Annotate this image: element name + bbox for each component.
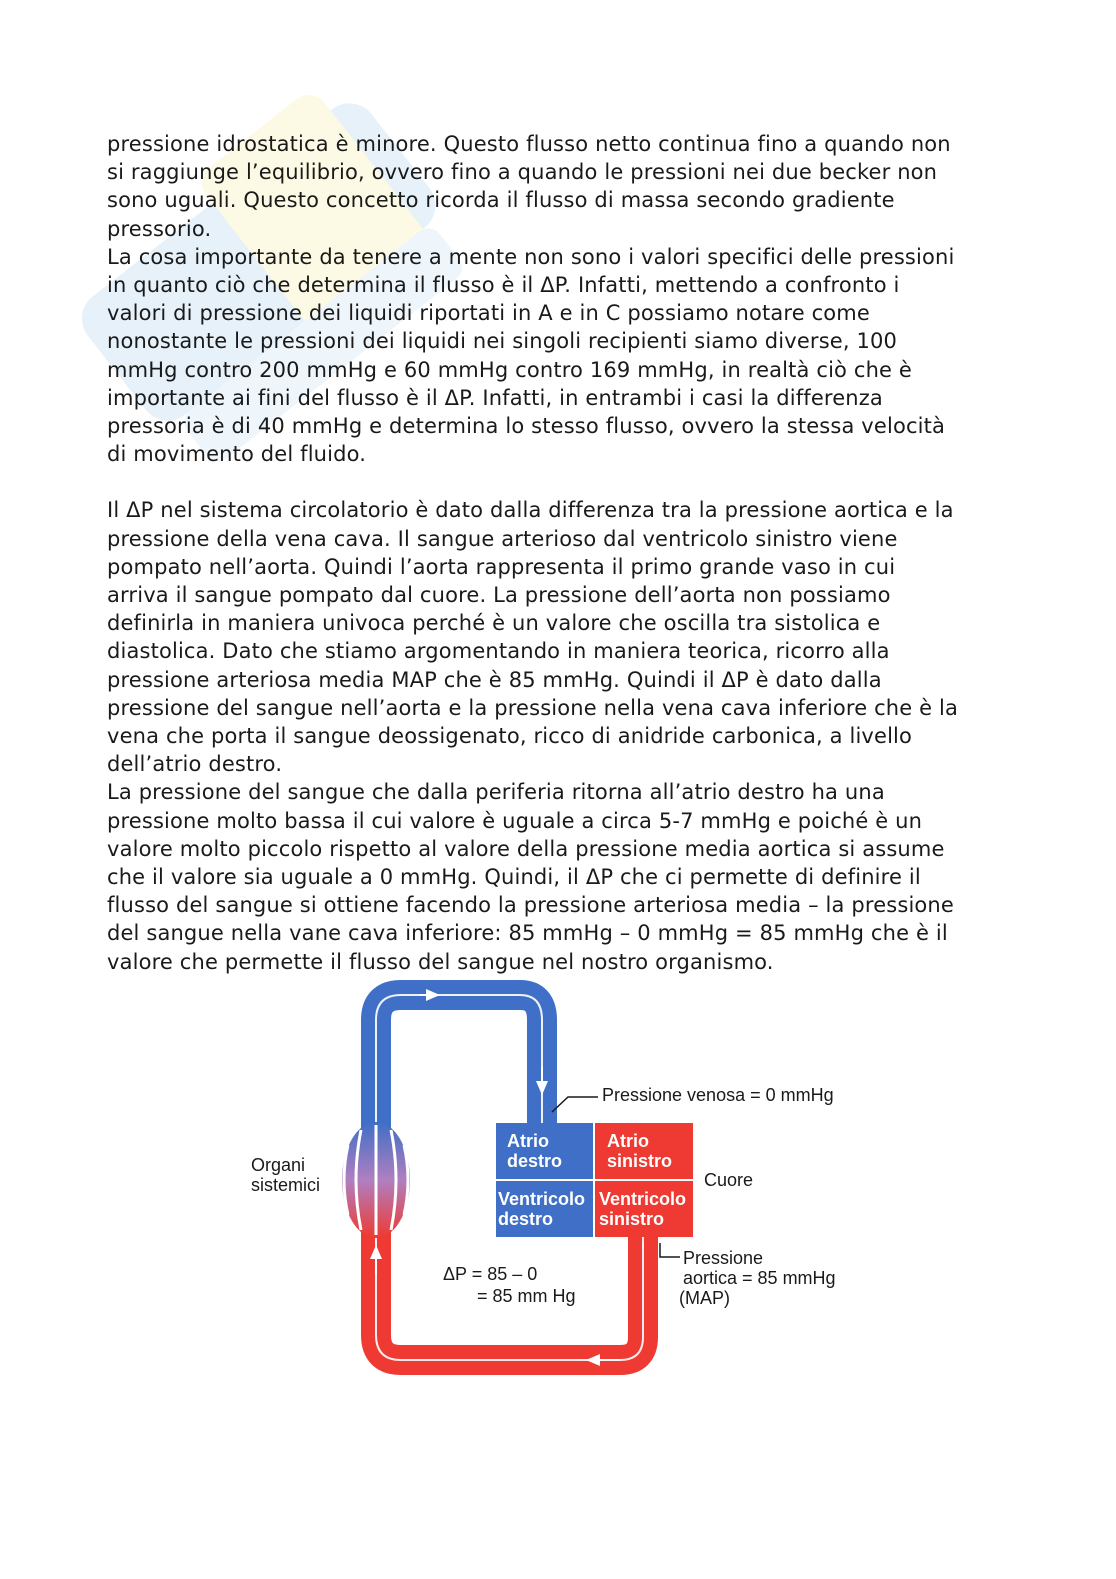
organi-label-1: Organi <box>251 1155 306 1175</box>
atrio-sinistro-label-1: Atrio <box>607 1131 649 1151</box>
paragraph-4: La pressione del sangue che dalla periferia ritorna all’atrio destro ha una pressione molto bassa il cui valore è uguale a circa 5-7 mmHg e poiché è un valore molto piccolo rispetto al valore della pressione media aortica si assume che il valore sia uguale a 0 mmHg. Quindi, il ΔP che ci permette di definire il flusso del sangue si ottiene facendo la pressione arteriosa media – la pressione del sangue nella vane cava inferiore: 85 mmHg – 0 mmHg = 85 mmHg che è il valore che permette il flusso del sangue nel nostro organismo. <box>107 780 954 974</box>
paragraph-2: La cosa importante da tenere a mente non sono i valori specifici delle pressioni in quanto ciò che determina il flusso è il ΔP. Infatti, mettendo a confronto i valori di pressione dei liquidi riportati in A e in C possiamo notare come nonostante le pressioni dei liquidi nei singoli recipienti siamo diverse, 100 mmHg contro 200 mmHg e 60 mmHg contro 169 mmHg, in realtà ciò che è importante ai fini del flusso è il ΔP. Infatti, in entrambi i casi la differenza pressoria è di 40 mmHg e determina lo stesso flusso, ovvero la stessa velocità di movimento del fluido. <box>107 244 955 467</box>
ventricolo-destro-label-1: Ventricolo <box>498 1189 586 1209</box>
venous-pressure-label: Pressione venosa = 0 mmHg <box>602 1085 834 1105</box>
ventricolo-sinistro-label-2: sinistro <box>599 1209 665 1229</box>
delta-p-label-1: ΔP = 85 – 0 <box>443 1264 538 1284</box>
aortic-pressure-label-1: Pressione <box>683 1248 764 1268</box>
paragraph-1: pressione idrostatica è minore. Questo flusso netto continua fino a quando non si raggiunge l’equilibrio, ovvero fino a quando le pressioni nei due becker non sono uguali. Questo concetto ricorda il flusso di massa secondo gradiente pressorio. <box>107 132 951 241</box>
ventricolo-destro-label-2: destro <box>498 1209 554 1229</box>
aortic-pressure-label-2: aortica = 85 mmHg <box>683 1268 836 1288</box>
atrio-sinistro-label-2: sinistro <box>607 1151 673 1171</box>
ventricolo-sinistro-label-1: Ventricolo <box>599 1189 687 1209</box>
atrio-destro-label-2: destro <box>507 1151 563 1171</box>
organi-label-2: sistemici <box>251 1175 321 1195</box>
circulation-svg <box>240 975 880 1385</box>
cuore-label: Cuore <box>704 1170 754 1190</box>
paragraph-3: Il ΔP nel sistema circolatorio è dato dalla differenza tra la pressione aortica e la pressione della vena cava. Il sangue arterioso dal ventricolo sinistro viene pompato nell’aorta. Quindi l’aorta rappresenta il primo grande vaso in cui arriva il sangue pompato dal cuore. La pressione dell’aorta non possiamo definirla in maniera univoca perché è un valore che oscilla tra sistolica e diastolica. Dato che stiamo argomentando in maniera teorica, ricorro alla pressione arteriosa media MAP che è 85 mmHg. Quindi il ΔP è dato dalla pressione del sangue nell’aorta e la pressione nella vena cava inferiore che è la vena che porta il sangue deossigenato, ricco di anidride carbonica, a livello dell’atrio destro. <box>107 498 959 777</box>
aortic-pressure-label-3: (MAP) <box>679 1288 730 1308</box>
atrio-destro-label-1: Atrio <box>507 1131 549 1151</box>
systemic-organs-icon <box>342 1122 410 1238</box>
document-body <box>107 130 1007 976</box>
delta-p-label-2: = 85 mm Hg <box>477 1286 576 1306</box>
circulation-diagram <box>240 975 880 1385</box>
